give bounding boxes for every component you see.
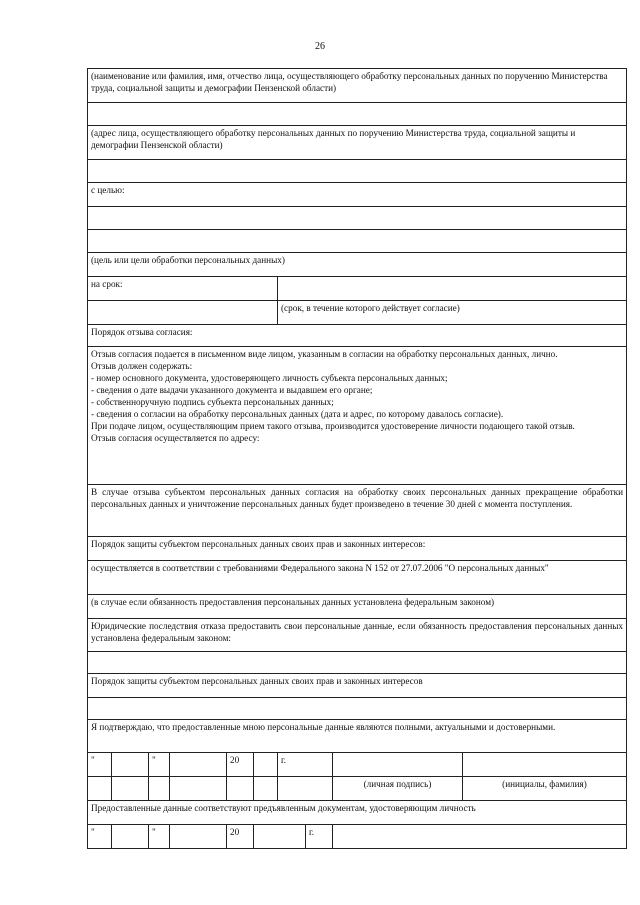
initials-blank: [463, 753, 627, 777]
purpose-label: с целью:: [88, 183, 627, 207]
protection-heading-2: Порядок защиты субъектом персональных данных своих прав и законных интересов: [88, 674, 627, 698]
revoke-paragraph: Отзыв согласия подается в письменном виде лицом, указанным в согласии на обработку персональных данных, лично.: [91, 349, 558, 359]
blank-row: [88, 652, 627, 674]
blank-cell: [112, 777, 149, 801]
blank-row: [88, 230, 627, 253]
revoke-heading: Порядок отзыва согласия:: [88, 325, 627, 347]
date-year-suffix: г.: [278, 753, 333, 777]
blank-row: [88, 160, 627, 183]
blank-row: [88, 103, 627, 126]
date-day-blank: [112, 825, 149, 849]
date-quote-open: ": [88, 825, 112, 849]
revoke-paragraph: Отзыв согласия осуществляется по адресу:: [91, 432, 260, 443]
date-day-blank: [112, 753, 149, 777]
blank-cell: [278, 277, 627, 301]
revoke-list-item: - сведения о дате выдачи указанного документа и выдавшем его органе;: [91, 384, 373, 395]
consequences-text: Юридические последствия отказа предоставить свои персональные данные, если обязанность предоставления персональных данных установлена федеральным законом:: [88, 619, 627, 652]
revoke-list-item: - сведения о согласии на обработку персональных данных (дата и адрес, по которому давалось согласие).: [91, 408, 504, 419]
revoke-list-item: - собственноручную подпись субъекта персональных данных;: [91, 396, 334, 407]
blank-row: [88, 698, 627, 720]
revoke-effect: В случае отзыва субъектом персональных данных согласия на обработку своих персональных данных прекращение обработки персональных данных и уничтожение персональных данных будет произведено в течение 30 дней с момента поступления.: [88, 485, 627, 537]
date-year-suffix: г.: [306, 825, 333, 849]
initials-hint: (инициалы, фамилия): [463, 777, 627, 801]
revoke-procedure: [88, 347, 627, 485]
revoke-paragraph: При подаче лицом, осуществляющим прием такого отзыва, производится удостоверение личности подающего такой отзыв.: [91, 420, 575, 431]
blank-cell: [149, 777, 170, 801]
address-hint: (адрес лица, осуществляющего обработку персональных данных по поручению Министерства труда, социальной защиты и демографии Пензенской области): [88, 126, 627, 160]
confirmation-text: Я подтверждаю, что предоставленные мною персональные данные являются полными, актуальными и достоверными.: [88, 720, 627, 753]
date-month-blank: [170, 825, 227, 849]
signature-hint: (личная подпись): [333, 777, 463, 801]
blank-cell: [170, 777, 227, 801]
date-quote-close: ": [149, 753, 170, 777]
name-hint: (наименование или фамилия, имя, отчество лица, осуществляющего обработку персональных данных по поручению Министерства труда, социальной защиты и демографии Пензенской области): [88, 69, 627, 103]
date-row: [88, 753, 627, 777]
blank-cell: [88, 777, 112, 801]
purpose-hint: (цель или цели обработки персональных данных): [88, 253, 627, 277]
date-year-blank: [254, 753, 278, 777]
protection-text: осуществляется в соответствии с требованиями Федерального закона N 152 от 27.07.2006 "О персональных данных": [88, 561, 627, 595]
blank-row: [88, 207, 627, 230]
documents-match: Предоставленные данные соответствуют предъявленным документам, удостоверяющим личность: [88, 801, 627, 825]
blank-cell: [88, 301, 278, 325]
blank-cell: [278, 777, 333, 801]
date-quote-open: ": [88, 753, 112, 777]
date-row-2: [88, 825, 627, 849]
protection-heading: Порядок защиты субъектом персональных данных своих прав и законных интересов:: [88, 537, 627, 561]
date-year-prefix: 20: [227, 825, 254, 849]
consent-form-table: [87, 68, 627, 849]
signature-blank: [333, 753, 463, 777]
date-year-blank: [254, 825, 306, 849]
blank-cell: [333, 825, 627, 849]
revoke-paragraph: Отзыв должен содержать:: [91, 360, 193, 371]
date-quote-close: ": [149, 825, 170, 849]
date-year-prefix: 20: [227, 753, 254, 777]
signature-hint-row: [88, 777, 627, 801]
obligation-note: (в случае если обязанность предоставления персональных данных установлена федеральным законом): [88, 595, 627, 619]
term-label: на срок:: [88, 277, 278, 301]
blank-cell: [227, 777, 254, 801]
page-number: 26: [315, 41, 325, 52]
term-hint: (срок, в течение которого действует согласие): [278, 301, 627, 325]
blank-cell: [254, 777, 278, 801]
revoke-list-item: - номер основного документа, удостоверяющего личность субъекта персональных данных;: [91, 372, 448, 383]
date-month-blank: [170, 753, 227, 777]
